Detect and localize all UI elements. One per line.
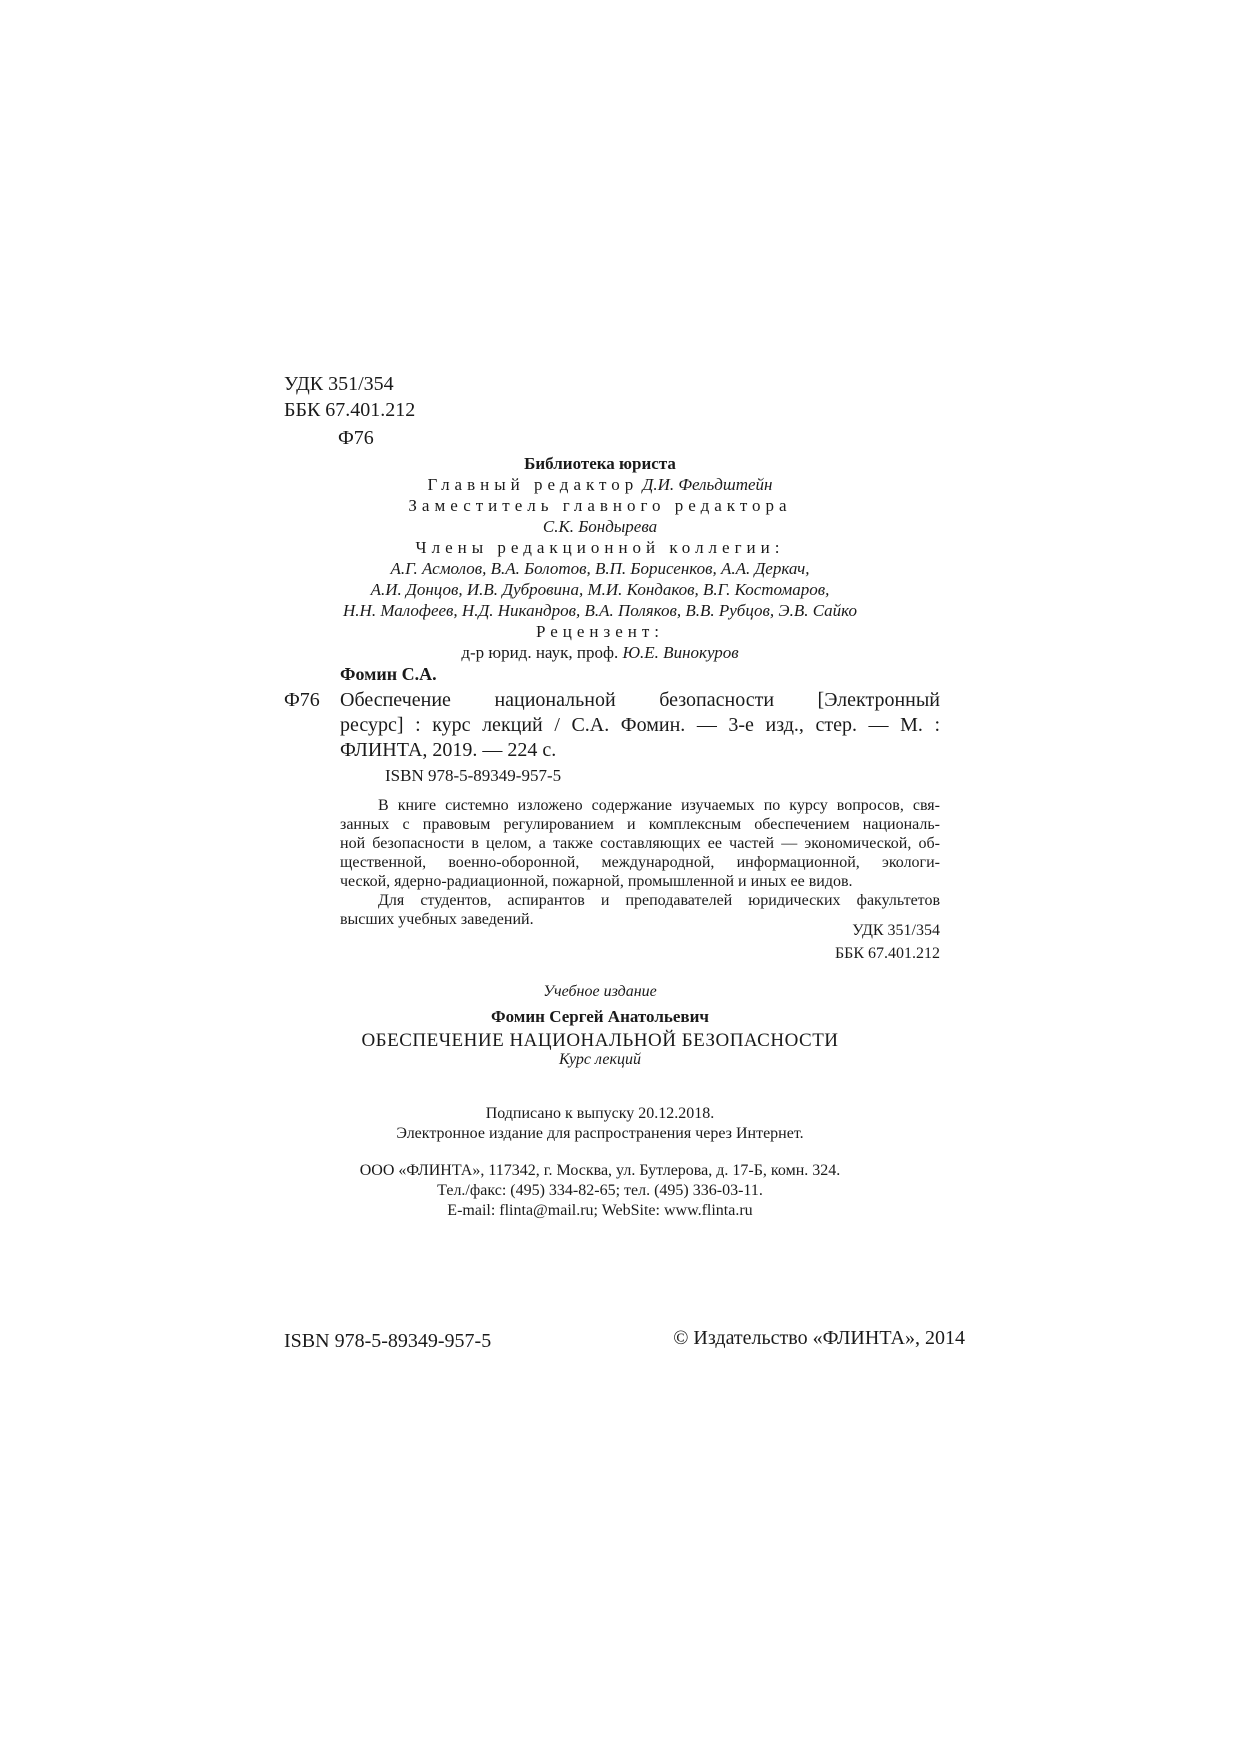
author-mark: Ф76 — [338, 427, 374, 449]
annotation-bbk: ББК 67.401.212 — [834, 945, 940, 962]
chief-editor-name: Д.И. Фельдштейн — [642, 475, 773, 494]
annotation-line: ной безопасности в целом, а также составляющих ее частей — экономической, об- — [340, 835, 940, 852]
board-line: Н.Н. Малофеев, Н.Д. Никандров, В.А. Поляков, В.В. Рубцов, Э.В. Сайко — [343, 601, 857, 620]
audience-line: высших учебных заведений. — [340, 911, 534, 928]
footer-copyright: © Издательство «ФЛИНТА», 2014 — [673, 1327, 965, 1349]
annotation-line: В книге системно изложено содержание изучаемых по курсу вопросов, свя- — [378, 797, 940, 814]
annotation-line: щественной, военно-оборонной, международной, информационной, экологи- — [340, 854, 940, 871]
publisher-contacts: E-mail: flinta@mail.ru; WebSite: www.flinta.ru — [447, 1202, 753, 1219]
footer-isbn: ISBN 978-5-89349-957-5 — [284, 1330, 492, 1352]
publisher-phones: Тел./факс: (495) 334-82-65; тел. (495) 336-03-11. — [437, 1182, 763, 1199]
record-author: Фомин С.А. — [340, 664, 437, 684]
distribution-note: Электронное издание для распространения через Интернет. — [396, 1125, 804, 1142]
record-mark: Ф76 — [284, 689, 320, 711]
board-line: А.И. Донцов, И.В. Дубровина, М.И. Кондаков, В.Г. Костомаров, — [370, 580, 830, 599]
book-title-caps: ОБЕСПЕЧЕНИЕ НАЦИОНАЛЬНОЙ БЕЗОПАСНОСТИ — [361, 1030, 839, 1051]
annotation-line: занных с правовым регулированием и комплексным обеспечением националь- — [340, 816, 940, 833]
publisher-address: ООО «ФЛИНТА», 117342, г. Москва, ул. Бутлерова, д. 17-Б, комн. 324. — [359, 1162, 841, 1179]
reviewer-label: Рецензент: — [535, 622, 665, 641]
udk-code: УДК 351/354 — [284, 373, 394, 395]
record-line: ресурс] : курс лекций / С.А. Фомин. — 3-е изд., стер. — М. : — [340, 714, 940, 736]
edition-type: Учебное издание — [543, 983, 657, 1000]
deputy-editor-label: Заместитель главного редактора — [408, 496, 792, 515]
annotation-line: ческой, ядерно-радиационной, пожарной, промышленной и иных ее видов. — [340, 873, 853, 890]
chief-editor-line — [300, 474, 900, 495]
record-line: ФЛИНТА, 2019. — 224 с. — [340, 739, 557, 761]
annotation-udk: УДК 351/354 — [852, 922, 940, 939]
reviewer-name: Ю.Е. Винокуров — [622, 643, 739, 662]
reviewer-line — [300, 642, 900, 663]
book-subtitle: Курс лекций — [559, 1051, 641, 1068]
board-line: А.Г. Асмолов, В.А. Болотов, В.П. Борисенков, А.А. Деркач, — [390, 559, 810, 578]
audience-line: Для студентов, аспирантов и преподавателей юридических факультетов — [378, 892, 940, 909]
reviewer-title: д-р юрид. наук, проф. — [461, 643, 619, 662]
board-label: Члены редакционной коллегии: — [415, 538, 785, 557]
series-name: Библиотека юриста — [524, 454, 676, 473]
bbk-code: ББК 67.401.212 — [284, 399, 416, 421]
author-full-name: Фомин Сергей Анатольевич — [491, 1007, 709, 1026]
signed-date: Подписано к выпуску 20.12.2018. — [485, 1105, 715, 1122]
deputy-editor-name: С.К. Бондырева — [542, 517, 658, 536]
chief-editor-label: Главный редактор — [427, 475, 639, 494]
record-line: Обеспечение национальной безопасности [Электронный — [340, 689, 940, 711]
record-isbn: ISBN 978-5-89349-957-5 — [385, 766, 562, 785]
